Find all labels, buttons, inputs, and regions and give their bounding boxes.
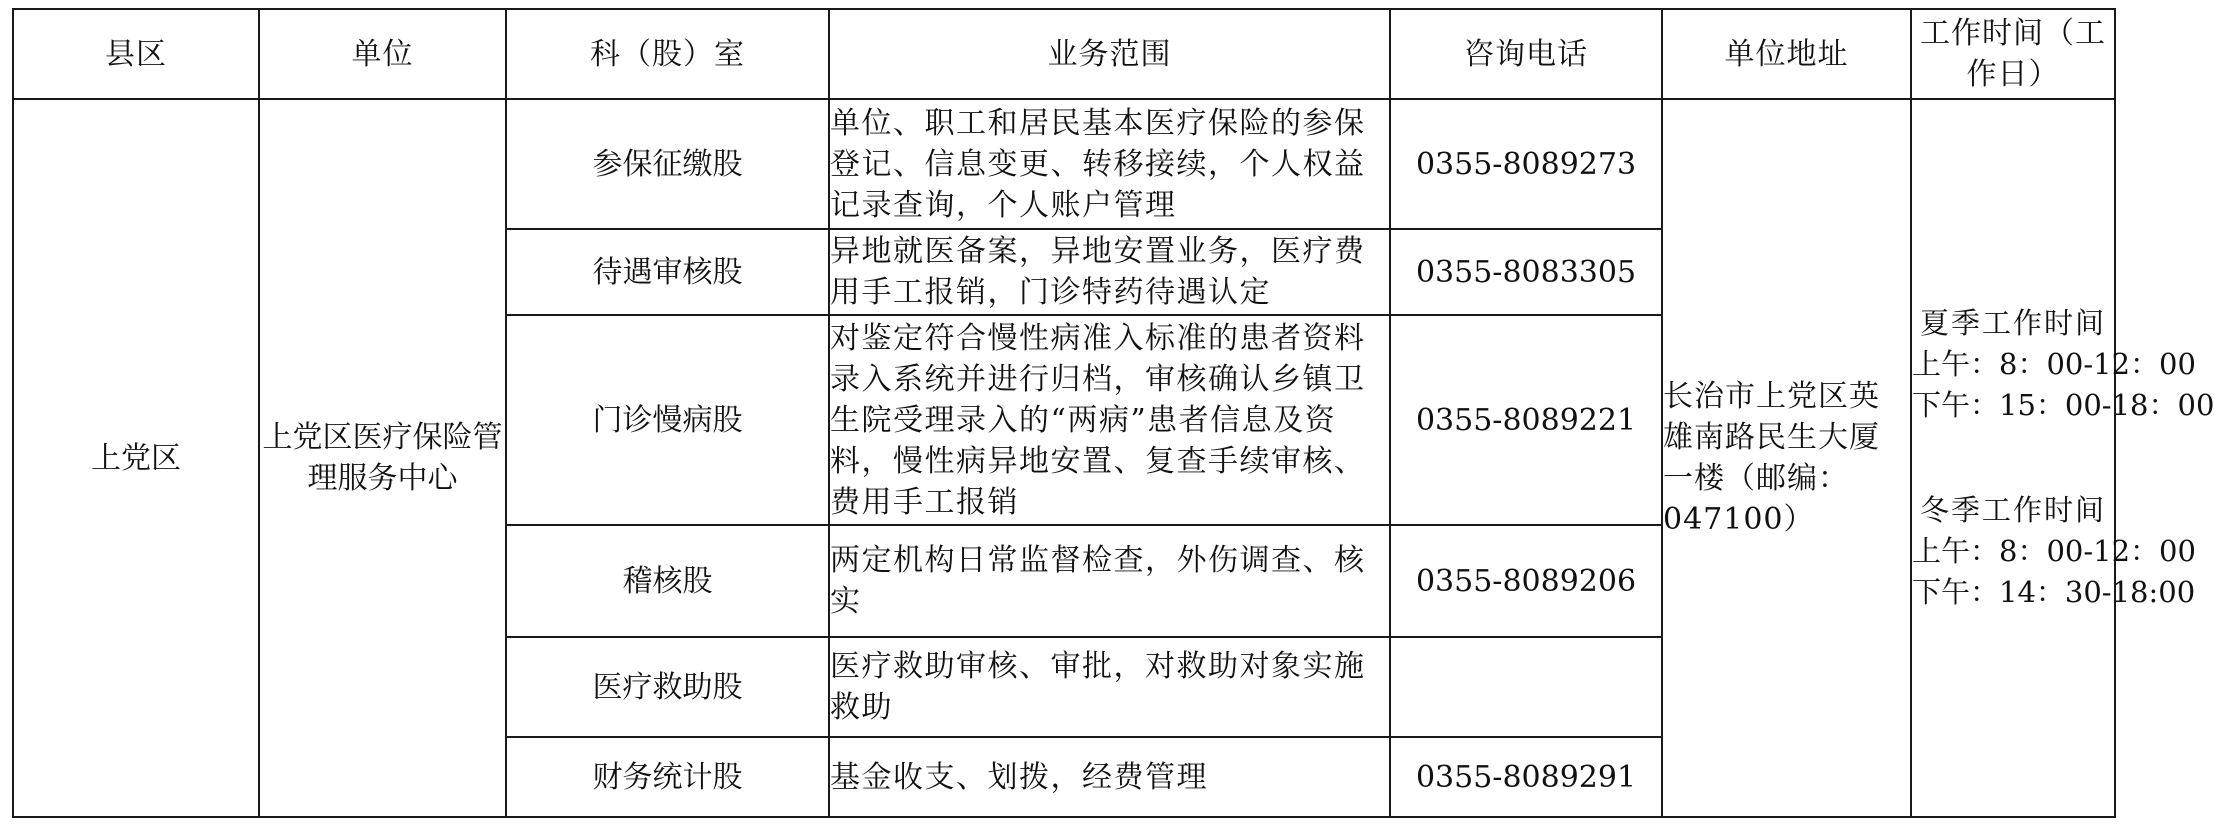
unit-cell: 上党区医疗保险管理服务中心 [259, 99, 506, 817]
phone-cell: 0355-8089206 [1390, 525, 1662, 637]
summer-afternoon-hours: 下午：15：00-18：00 [1912, 388, 2214, 422]
header-address: 单位地址 [1662, 9, 1911, 99]
service-table [12, 8, 2214, 818]
scope-cell: 异地就医备案，异地安置业务，医疗费用手工报销，门诊特药待遇认定 [829, 229, 1390, 315]
department-cell: 财务统计股 [506, 737, 829, 817]
hours-spacer [1912, 426, 2114, 490]
header-department: 科（股）室 [506, 9, 829, 99]
summer-morning-hours: 上午：8：00-12：00 [1912, 347, 2196, 381]
summer-hours-title: 夏季工作时间 [1919, 306, 2106, 340]
winter-morning-hours: 上午：8：00-12：00 [1912, 534, 2196, 568]
phone-cell: 0355-8089273 [1390, 99, 1662, 229]
department-cell: 医疗救助股 [506, 637, 829, 737]
phone-cell: 0355-8089291 [1390, 737, 1662, 817]
winter-hours-title: 冬季工作时间 [1919, 493, 2106, 527]
scope-cell: 医疗救助审核、审批，对救助对象实施救助 [829, 637, 1390, 737]
phone-cell: 0355-8083305 [1390, 229, 1662, 315]
department-cell: 门诊慢病股 [506, 315, 829, 525]
scope-cell: 对鉴定符合慢性病准入标准的患者资料录入系统并进行归档，审核确认乡镇卫生院受理录入的“两病”患者信息及资料，慢性病异地安置、复查手续审核、费用手工报销 [829, 315, 1390, 525]
department-cell: 待遇审核股 [506, 229, 829, 315]
table-row [13, 99, 2115, 229]
phone-cell: 0355-8089221 [1390, 315, 1662, 525]
scope-cell: 基金收支、划拨，经费管理 [829, 737, 1390, 817]
scope-cell: 单位、职工和居民基本医疗保险的参保登记、信息变更、转移接续，个人权益记录查询，个人账户管理 [829, 99, 1390, 229]
phone-cell [1390, 637, 1662, 737]
header-business-scope: 业务范围 [829, 9, 1390, 99]
header-phone: 咨询电话 [1390, 9, 1662, 99]
county-cell: 上党区 [13, 99, 259, 817]
address-cell: 长治市上党区英雄南路民生大厦一楼（邮编：047100） [1662, 99, 1911, 817]
scope-cell: 两定机构日常监督检查，外伤调查、核实 [829, 525, 1390, 637]
header-unit: 单位 [259, 9, 506, 99]
department-cell: 稽核股 [506, 525, 829, 637]
header-county: 县区 [13, 9, 259, 99]
hours-block [1912, 303, 2214, 613]
header-working-hours: 工作时间（工作日） [1911, 9, 2115, 99]
department-cell: 参保征缴股 [506, 99, 829, 229]
working-hours-cell [1911, 99, 2214, 817]
header-row [13, 9, 2115, 99]
winter-afternoon-hours: 下午：14：30-18:00 [1912, 575, 2196, 609]
